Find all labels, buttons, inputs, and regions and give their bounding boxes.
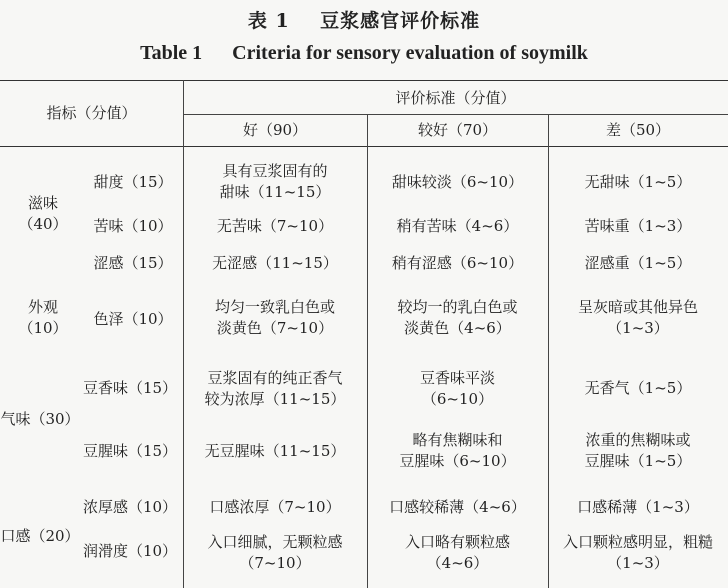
row-fair: 稍有苦味（4~6） bbox=[396, 216, 519, 235]
row-poor: 呈灰暗或其他异色 （1~3） bbox=[577, 298, 698, 337]
row-poor: 无香气（1~5） bbox=[584, 378, 692, 397]
header-criteria: 评价标准（分值） bbox=[395, 88, 516, 107]
row-poor: 浓重的焦糊味或 豆腥味（1~5） bbox=[584, 431, 692, 470]
table-caption: Criteria for sensory evaluation of soymilk bbox=[232, 42, 588, 64]
row-item: 豆腥味（15） bbox=[82, 441, 178, 460]
row-item: 甜度（15） bbox=[93, 172, 173, 191]
row-good: 无苦味（7~10） bbox=[216, 216, 334, 235]
row-fair: 较均一的乳白色或 淡黄色（4~6） bbox=[397, 298, 518, 337]
group-smell: 气味（30） bbox=[0, 409, 80, 428]
table-title-chinese: 表 1 豆浆感官评价标准 bbox=[247, 10, 481, 32]
row-good: 口感浓厚（7~10） bbox=[209, 497, 341, 516]
row-fair: 豆香味平淡 （6~10） bbox=[419, 369, 495, 408]
header-good: 好（90） bbox=[242, 120, 308, 139]
row-good: 无豆腥味（11~15） bbox=[204, 441, 346, 460]
row-poor: 涩感重（1~5） bbox=[584, 253, 692, 272]
header-poor: 差（50） bbox=[605, 120, 671, 139]
row-fair: 口感较稀薄（4~6） bbox=[389, 497, 526, 516]
row-fair: 入口略有颗粒感 （4~6） bbox=[404, 533, 510, 572]
row-item: 色泽（10） bbox=[93, 309, 173, 328]
row-item: 浓厚感（10） bbox=[82, 497, 178, 516]
header-bottom-rule bbox=[0, 146, 728, 147]
group-mouthfeel: 口感（20） bbox=[0, 526, 80, 545]
row-poor: 无甜味（1~5） bbox=[584, 172, 692, 191]
row-poor: 入口颗粒感明显，粗糙 （1~3） bbox=[562, 533, 713, 572]
table-number: Table 1 bbox=[140, 42, 203, 64]
row-good: 入口细腻，无颗粒感 （7~10） bbox=[207, 533, 343, 572]
row-good: 具有豆浆固有的 甜味（11~15） bbox=[219, 162, 331, 201]
header-indicator: 指标（分值） bbox=[46, 103, 137, 122]
table-title-english bbox=[0, 42, 728, 65]
group-taste: 滋味 （40） bbox=[18, 194, 68, 233]
row-item: 豆香味（15） bbox=[82, 378, 178, 397]
row-fair: 甜味较淡（6~10） bbox=[391, 172, 524, 191]
group-appearance: 外观 （10） bbox=[18, 298, 68, 337]
row-good: 豆浆固有的纯正香气 较为浓厚（11~15） bbox=[204, 369, 346, 408]
row-fair: 稍有涩感（6~10） bbox=[391, 253, 524, 272]
row-item: 苦味（10） bbox=[93, 216, 173, 235]
row-poor: 口感稀薄（1~3） bbox=[577, 497, 699, 516]
row-good: 均匀一致乳白色或 淡黄色（7~10） bbox=[214, 298, 335, 337]
row-poor: 苦味重（1~3） bbox=[584, 216, 692, 235]
row-fair: 略有焦糊味和 豆腥味（6~10） bbox=[399, 431, 516, 470]
row-item: 润滑度（10） bbox=[82, 541, 178, 560]
row-good: 无涩感（11~15） bbox=[212, 253, 338, 272]
row-item: 涩感（15） bbox=[93, 253, 173, 272]
header-fair: 较好（70） bbox=[417, 120, 498, 139]
